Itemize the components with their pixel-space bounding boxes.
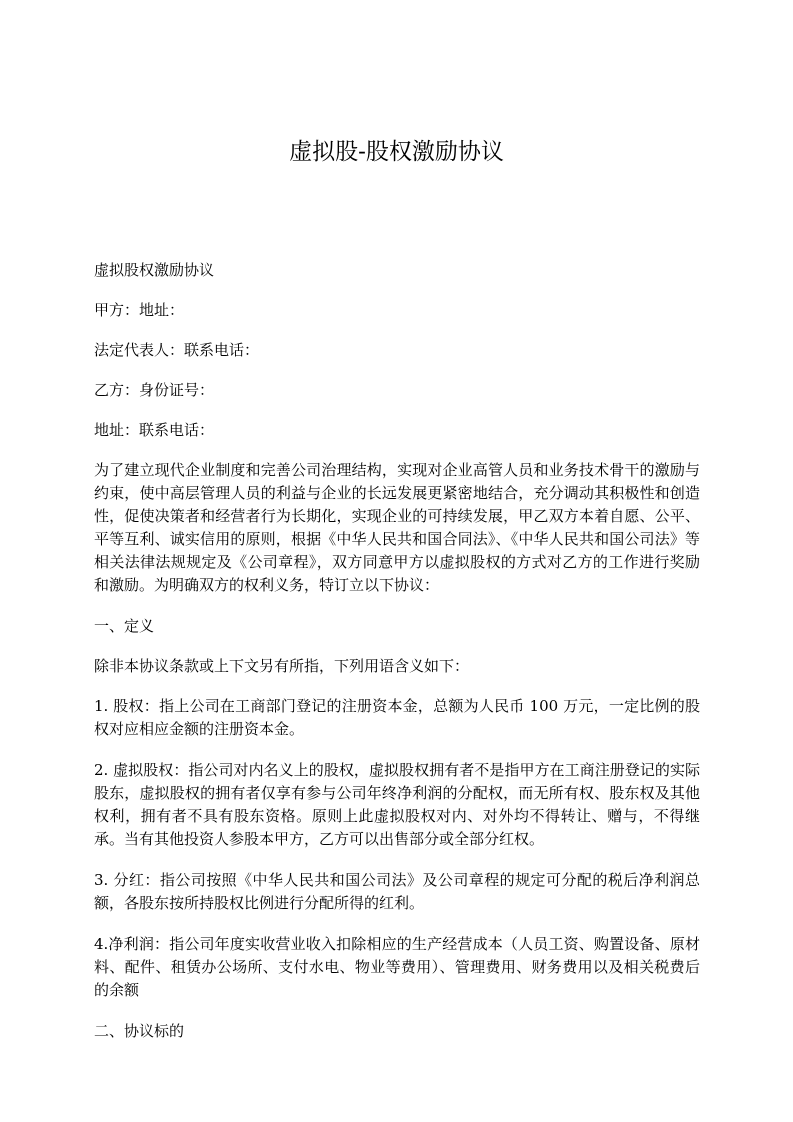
legal-representative-phone: 法定代表人：联系电话： xyxy=(94,341,260,359)
document-title: 虚拟股-股权激励协议 xyxy=(289,139,504,165)
definition-virtual-equity: 2. 虚拟股权：指公司对内名义上的股权，虚拟股权拥有者不是指甲方在工商注册登记的实际股东，虚拟股权的拥有者仅享有参与公司年终净利润的分配权，而无所有权、股东权及其他权利，拥有者不具有股东资格。原则上此虚拟股权对内、对外均不得转让、赠与，不得继承。当有其他投资人参股本甲方，乙方可以出售部分或全部分红权。 xyxy=(94,761,700,848)
party-a-address: 甲方：地址： xyxy=(94,301,185,319)
agreement-heading: 虚拟股权激励协议 xyxy=(94,261,215,279)
definition-net-profit: 4.净利润：指公司年度实收营业收入扣除相应的生产经营成本（人员工资、购置设备、原材料、配件、租赁办公场所、支付水电、物业等费用）、管理费用、财务费用以及相关税费后的余额 xyxy=(94,935,700,999)
preamble-paragraph: 为了建立现代企业制度和完善公司治理结构，实现对企业高管人员和业务技术骨干的激励与约束，使中高层管理人员的利益与企业的长远发展更紧密地结合，充分调动其积极性和创造性，促使决策者和经营者行为长期化，实现企业的可持续发展，甲乙双方本着自愿、公平、平等互利、诚实信用的原则，根据《中华人民共和国合同法》、《中华人民共和国公司法》等相关法律法规规定及《公司章程》，双方同意甲方以虚拟股权的方式对乙方的工作进行奖励和激励。为明确双方的权利义务，特订立以下协议： xyxy=(94,461,700,594)
party-b-address-phone: 地址：联系电话： xyxy=(94,421,215,439)
document-body xyxy=(94,259,700,1060)
definition-equity: 1. 股权：指上公司在工商部门登记的注册资本金，总额为人民币 100 万元，一定比例的股权对应相应金额的注册资本金。 xyxy=(94,697,700,738)
definitions-intro: 除非本协议条款或上下文另有所指，下列用语含义如下： xyxy=(94,657,470,675)
definition-dividend: 3. 分红：指公司按照《中华人民共和国公司法》及公司章程的规定可分配的税后净利润总额，各股东按所持股权比例进行分配所得的红利。 xyxy=(94,871,700,912)
section-heading-definitions: 一、定义 xyxy=(94,617,155,635)
section-heading-subject: 二、协议标的 xyxy=(94,1022,185,1040)
party-b-id-number: 乙方：身份证号： xyxy=(94,381,215,399)
